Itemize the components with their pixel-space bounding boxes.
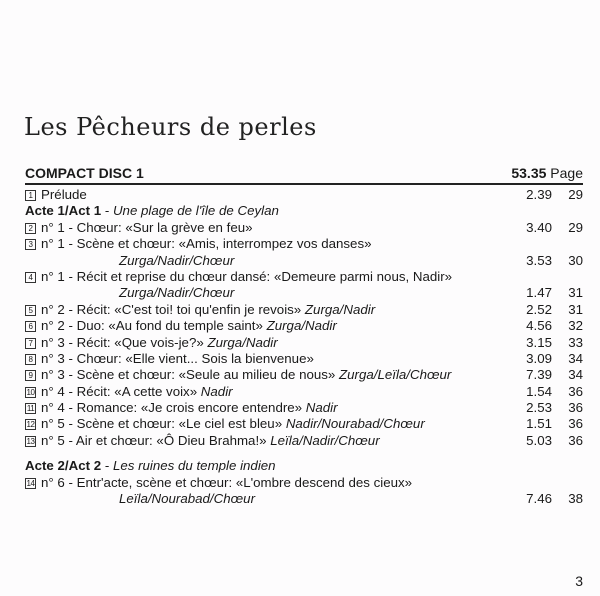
track-row: [25, 351, 583, 367]
track-duration: 1.54: [526, 383, 552, 399]
track-row: [25, 269, 583, 285]
track-roles: Nadir/Nourabad/Chœur: [285, 416, 425, 432]
track-title: n° 5 - Scène et chœur: «Le ciel est bleu»: [41, 416, 283, 432]
track-duration: 3.40: [526, 219, 552, 235]
track-title: n° 5 - Air et chœur: «Ô Dieu Brahma!»: [41, 432, 267, 448]
track-page: 36: [568, 432, 583, 448]
track-row: [25, 433, 583, 449]
act-heading: [25, 203, 583, 219]
track-page: 38: [568, 491, 583, 507]
track-duration: 1.47: [526, 285, 552, 301]
track-number-box: 7: [25, 338, 36, 349]
track-row: [25, 367, 583, 383]
track-number-box: 10: [26, 387, 35, 397]
track-number-box: 11: [26, 404, 35, 414]
track-duration: 4.56: [526, 318, 552, 334]
track-title: n° 2 - Duo: «Au fond du temple saint»: [41, 318, 263, 334]
page-number: 3: [575, 573, 583, 589]
track-page: 30: [568, 252, 583, 268]
track-row: [25, 416, 583, 432]
page-column-header: Page: [550, 165, 583, 181]
track-number-box: 12: [26, 420, 35, 430]
track-title: n° 1 - Scène et chœur: «Amis, interrompez vos danses»: [41, 236, 372, 252]
track-number-box: 13: [26, 436, 35, 446]
track-page: 36: [568, 400, 583, 416]
track-duration: 1.51: [526, 416, 552, 432]
track-roles: Nadir: [305, 400, 338, 416]
track-roles: Zurga/Nadir/Chœur: [119, 285, 235, 301]
track-title: n° 4 - Récit: «A cette voix»: [41, 383, 198, 399]
track-roles: Zurga/Nadir: [304, 301, 376, 317]
act-setting: Une plage de l'île de Ceylan: [112, 203, 279, 219]
track-title: n° 4 - Romance: «Je crois encore entendre»: [41, 400, 303, 416]
track-duration: 7.46: [526, 491, 552, 507]
track-roles: Zurga/Nadir: [207, 334, 278, 350]
disc-total: [511, 165, 583, 181]
track-page: 36: [568, 383, 583, 399]
track-title: Prélude: [41, 187, 87, 202]
act-heading: [25, 458, 583, 474]
track-number-box: 1: [25, 190, 36, 201]
act-setting: Les ruines du temple indien: [112, 458, 276, 474]
track-row: [25, 318, 583, 334]
track-duration: 3.53: [526, 252, 552, 268]
track-number-box: 5: [25, 305, 36, 316]
track-page: 36: [568, 416, 583, 432]
track-roles: Leïla/Nadir/Chœur: [270, 432, 380, 448]
track-duration: 5.03: [526, 432, 552, 448]
track-roles: Zurga/Nadir: [266, 318, 337, 334]
track-title: n° 3 - Récit: «Que vois-je?»: [41, 334, 204, 350]
track-title: n° 6 - Entr'acte, scène et chœur: «L'ombre descend des cieux»: [41, 474, 413, 490]
track-title: n° 3 - Chœur: «Elle vient... Sois la bienvenue»: [41, 350, 314, 366]
track-page: 32: [568, 318, 583, 334]
track-row: [25, 187, 583, 203]
track-page: 31: [568, 285, 583, 301]
track-title: n° 3 - Scène et chœur: «Seule au milieu de nous»: [41, 367, 336, 383]
track-row: [25, 236, 583, 252]
act-separator: -: [101, 203, 113, 219]
track-page: 34: [568, 350, 583, 366]
track-row: [25, 384, 583, 400]
track-page: 34: [568, 367, 583, 383]
track-list: [25, 187, 583, 507]
track-number-box: 2: [25, 223, 36, 234]
track-duration: 2.53: [526, 400, 552, 416]
disc-header: [25, 163, 583, 185]
track-roles: Zurga/Nadir/Chœur: [119, 252, 235, 268]
act-separator: -: [101, 458, 113, 474]
track-roles: Nadir: [200, 383, 233, 399]
track-number-box: 14: [26, 478, 35, 488]
track-row-continuation: [25, 491, 583, 507]
track-row: [25, 335, 583, 351]
track-row-continuation: [25, 285, 583, 301]
track-row: [25, 400, 583, 416]
track-page: 29: [568, 187, 583, 202]
track-title: n° 2 - Récit: «C'est toi! toi qu'enfin je revois»: [41, 301, 302, 317]
track-duration: 2.52: [526, 301, 552, 317]
track-row: [25, 220, 583, 236]
track-row-continuation: [25, 253, 583, 269]
track-number-box: 9: [25, 370, 36, 381]
track-duration: 7.39: [526, 367, 552, 383]
track-number-box: 4: [25, 272, 36, 283]
track-number-box: 6: [25, 321, 36, 332]
track-roles: Leïla/Nourabad/Chœur: [119, 491, 255, 507]
track-row: [25, 475, 583, 491]
track-title: n° 1 - Récit et reprise du chœur dansé: «Demeure parmi nous, Nadir»: [41, 268, 453, 284]
track-roles: Zurga/Leïla/Chœur: [339, 367, 452, 383]
track-duration: 3.15: [526, 334, 552, 350]
track-page: 29: [568, 219, 583, 235]
track-duration: 3.09: [526, 350, 552, 366]
track-number-box: 8: [25, 354, 36, 365]
track-page: 31: [568, 301, 583, 317]
opera-title: Les Pêcheurs de perles: [24, 113, 317, 141]
act-label: Acte 2/Act 2: [25, 458, 102, 474]
track-title: n° 1 - Chœur: «Sur la grève en feu»: [41, 219, 253, 235]
track-page: 33: [568, 334, 583, 350]
track-row: [25, 302, 583, 318]
track-number-box: 3: [25, 239, 36, 250]
track-duration: 2.39: [526, 187, 552, 202]
disc-total-time: 53.35: [511, 165, 547, 181]
act-label: Acte 1/Act 1: [25, 203, 102, 219]
disc-label: COMPACT DISC 1: [25, 165, 144, 181]
